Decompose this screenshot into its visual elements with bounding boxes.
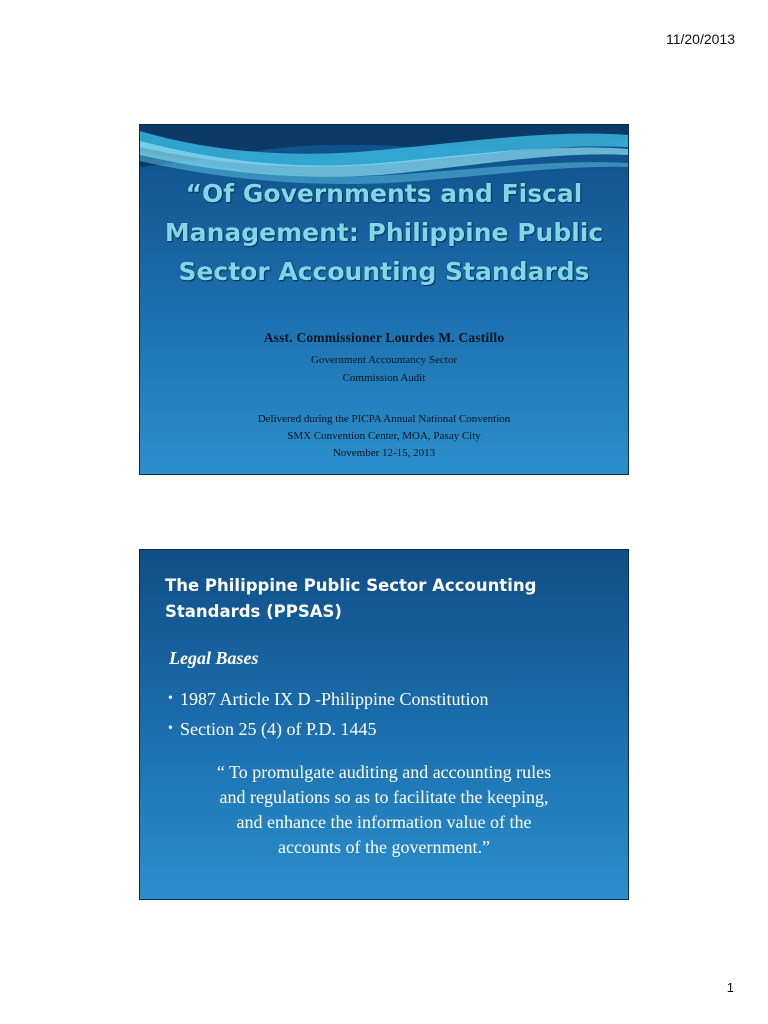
quote-line: “ To promulgate auditing and accounting rules — [216, 762, 552, 782]
author-name: Asst. Commissioner Lourdes M. Castillo — [263, 330, 505, 345]
title-line: Sector Accounting Standards — [178, 257, 590, 286]
bullet-icon: • — [168, 691, 173, 706]
affiliation-line: Government Accountancy Sector — [310, 354, 457, 366]
title-line: The Philippine Public Sector Accounting — [165, 576, 537, 595]
bullet-icon: • — [168, 721, 173, 736]
title-line: Standards (PPSAS) — [165, 602, 342, 621]
list-item-text: 1987 Article IX D -Philippine Constitution — [180, 689, 489, 709]
slide-heading — [165, 573, 608, 625]
event-line: November 12-15, 2013 — [332, 447, 436, 459]
event-line: SMX Convention Center, MOA, Pasay City — [287, 430, 481, 442]
event-line: Delivered during the PICPA Annual National Convention — [257, 413, 511, 425]
quote-block — [160, 760, 608, 860]
quote-line: accounts of the government.” — [278, 837, 490, 857]
title-line: Management: Philippine Public — [164, 218, 604, 247]
list-item-text: Section 25 (4) of P.D. 1445 — [180, 719, 377, 739]
quote-line: and enhance the information value of the — [236, 812, 532, 832]
slide-ppsas — [139, 549, 629, 900]
list-item — [168, 684, 489, 714]
list-item — [168, 714, 489, 744]
slide-title — [139, 124, 629, 475]
title-line: “Of Governments and Fiscal — [185, 179, 583, 208]
quote-line: and regulations so as to facilitate the keeping, — [219, 787, 549, 807]
bullet-list — [168, 684, 489, 744]
slide-title-heading — [150, 174, 618, 291]
legal-bases-heading: Legal Bases — [169, 648, 259, 668]
page-number: 1 — [726, 980, 734, 995]
affiliation-line: Commission Audit — [342, 372, 426, 384]
page-date: 11/20/2013 — [665, 31, 735, 47]
